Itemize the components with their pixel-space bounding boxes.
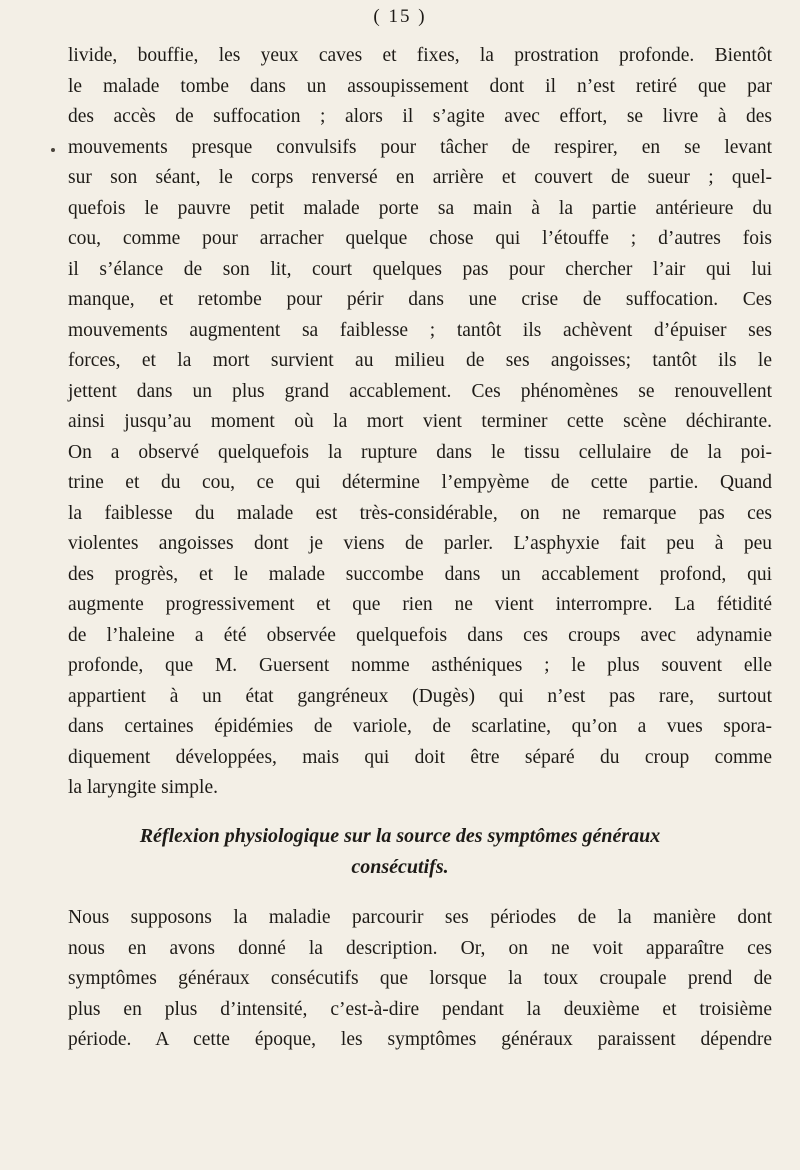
section-heading: [0, 821, 800, 883]
text-line: il s’élance de son lit, court quelques pas pour chercher l’air qui lui: [68, 258, 772, 280]
text-line: de l’haleine a été observée quelquefois dans ces croups avec adynamie: [68, 624, 772, 646]
text-line: la laryngite simple.: [68, 777, 219, 798]
text-line: manque, et retombe pour périr dans une crise de suffocation. Ces: [68, 289, 772, 310]
text-line: appartient à un état gangréneux (Dugès) qui n’est pas rare, surtout: [68, 685, 772, 707]
text-line: diquement développées, mais qui doit être séparé du croup comme: [68, 746, 772, 768]
text-line: période. A cette époque, les symptômes généraux paraissent dépendre: [68, 1029, 772, 1050]
text-line: mouvements augmentent sa faiblesse ; tantôt ils achèvent d’épuiser ses: [68, 319, 772, 341]
text-line: la faiblesse du malade est très-considérable, on ne remarque pas ces: [68, 502, 772, 524]
paragraph-1: [68, 41, 772, 804]
margin-mark: [51, 148, 55, 152]
text-line: symptômes généraux consécutifs que lorsque la toux croupale prend de: [68, 968, 772, 989]
section-heading-line: consécutifs.: [351, 856, 449, 878]
text-line: cou, comme pour arracher quelque chose qui l’étouffe ; d’autres fois: [68, 228, 772, 249]
text-line: On a observé quelquefois la rupture dans le tissu cellulaire de la poi-: [68, 441, 772, 463]
text-line: profonde, que M. Guersent nomme asthéniques ; le plus souvent elle: [68, 655, 772, 676]
text-line: forces, et la mort survient au milieu de ses angoisses; tantôt ils le: [68, 350, 772, 371]
text-line: ainsi jusqu’au moment où la mort vient terminer cette scène déchirante.: [68, 411, 772, 432]
text-line: mouvements presque convulsifs pour tâcher de respirer, en se levant: [68, 136, 772, 158]
text-line: quefois le pauvre petit malade porte sa main à la partie antérieure du: [68, 197, 772, 219]
text-line: le malade tombe dans un assoupissement dont il n’est retiré que par: [68, 75, 772, 97]
text-line: violentes angoisses dont je viens de parler. L’asphyxie fait peu à peu: [68, 533, 772, 554]
text-line: sur son séant, le corps renversé en arrière et couvert de sueur ; quel-: [68, 167, 772, 188]
text-line: livide, bouffie, les yeux caves et fixes, la prostration profonde. Bientôt: [68, 45, 772, 66]
text-line: trine et du cou, ce qui détermine l’empyème de cette partie. Quand: [68, 472, 772, 493]
paragraph-2: [68, 903, 772, 1056]
text-line: des progrès, et le malade succombe dans un accablement profond, qui: [68, 563, 772, 585]
text-line: jettent dans un plus grand accablement. Ces phénomènes se renouvellent: [68, 380, 772, 402]
text-line: nous en avons donné la description. Or, on ne voit apparaître ces: [68, 937, 772, 959]
page-number: ( 15 ): [373, 6, 427, 27]
text-line: dans certaines épidémies de variole, de scarlatine, qu’on a vues spora-: [68, 716, 772, 737]
text-line: augmente progressivement et que rien ne vient interrompre. La fétidité: [68, 594, 772, 615]
text-line: des accès de suffocation ; alors il s’agite avec effort, se livre à des: [68, 106, 772, 127]
text-line: Nous supposons la maladie parcourir ses périodes de la manière dont: [68, 907, 772, 928]
text-line: plus en plus d’intensité, c’est-à-dire pendant la deuxième et troisième: [68, 998, 772, 1020]
section-heading-line: Réflexion physiologique sur la source des symptômes généraux: [139, 825, 661, 847]
